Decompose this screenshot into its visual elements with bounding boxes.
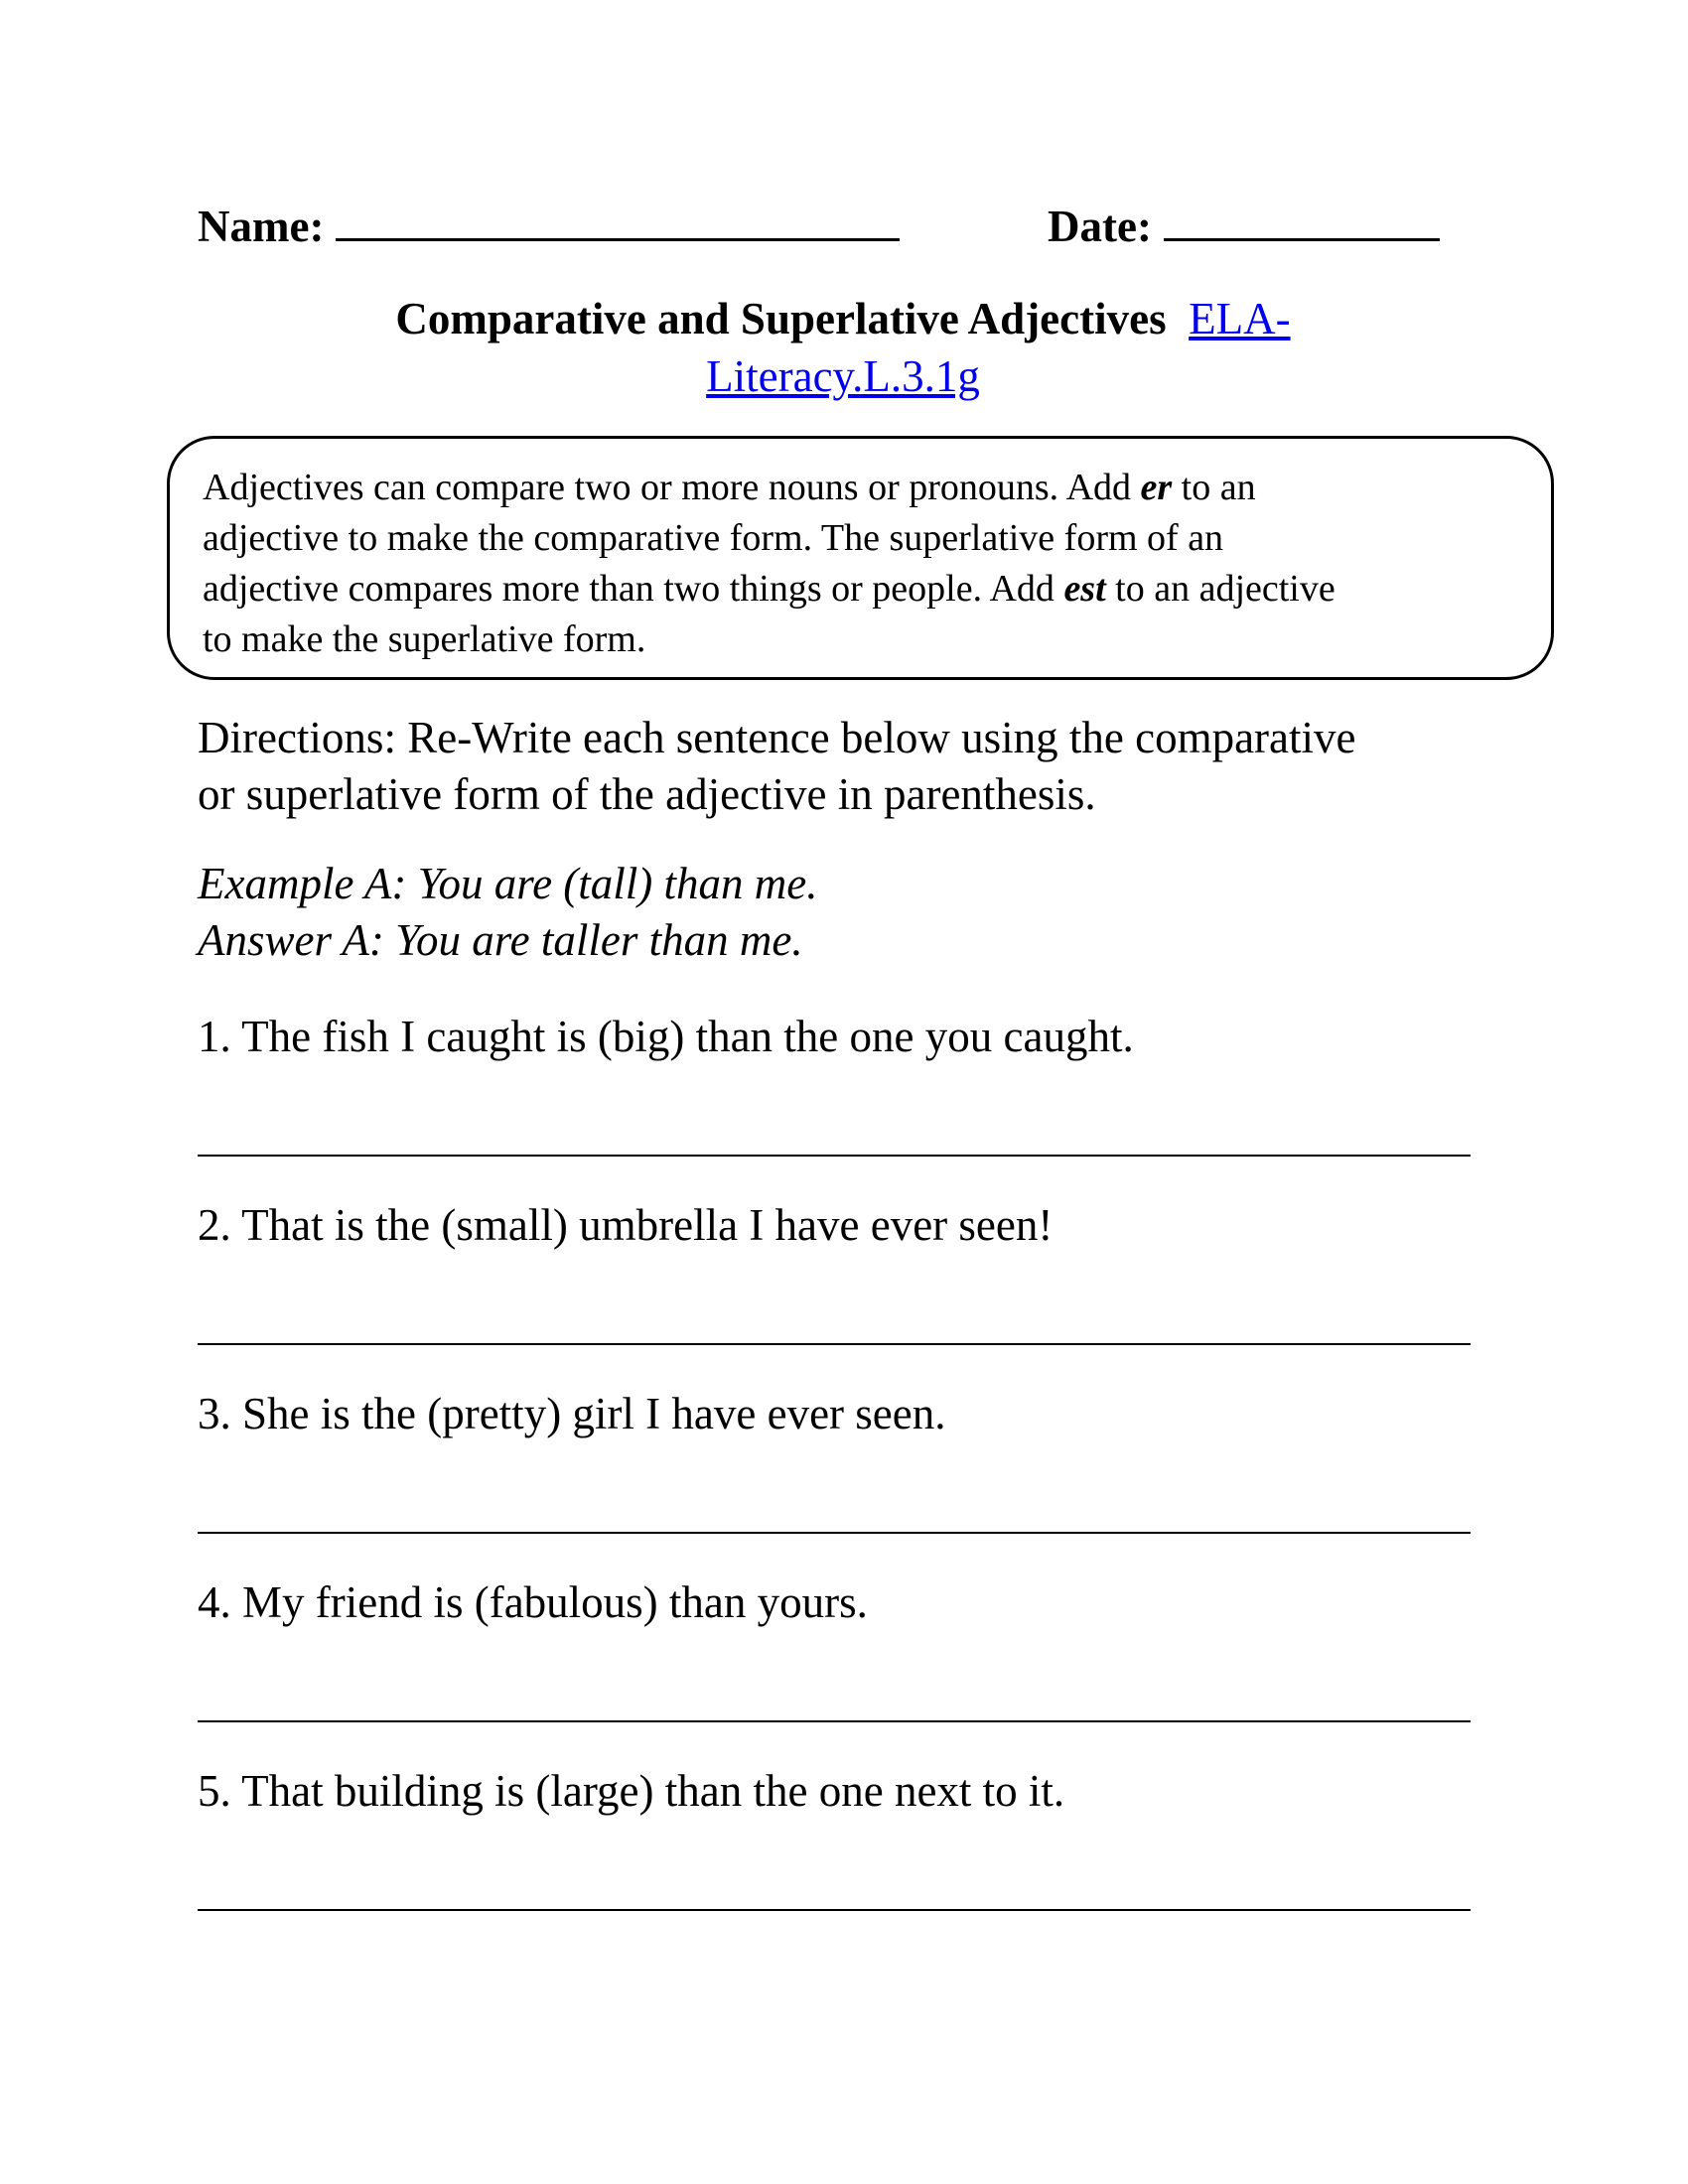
answer-line-1[interactable] [198,1155,1471,1157]
date-label: Date: [1048,202,1152,251]
standard-link-continued[interactable]: Literacy.L.3.1g [706,351,980,401]
question-1: 1. The fish I caught is (big) than the one you caught. [198,1012,1134,1061]
question-4: 4. My friend is (fabulous) than yours. [198,1577,868,1627]
name-label: Name: [198,202,325,251]
date-blank-line[interactable] [1164,201,1440,241]
rule-line-3 [203,564,1521,614]
rule-box [167,436,1554,680]
example-answer: Answer A: You are taller than me. [198,915,803,965]
rule-line-2: adjective to make the comparative form. The superlative form of an [203,517,1224,559]
rule-text: to an [1172,467,1256,508]
name-field [198,197,900,256]
directions [198,710,1538,823]
rule-line-4: to make the superlative form. [203,618,646,660]
rule-text: to an adjective [1105,568,1336,610]
rule-line-1 [203,463,1521,513]
example-question: Example A: You are (tall) than me. [198,859,818,908]
question-2: 2. That is the (small) umbrella I have ever seen! [198,1200,1054,1250]
answer-line-4[interactable] [198,1720,1471,1722]
worksheet-title [198,290,1488,405]
answer-line-3[interactable] [198,1532,1471,1534]
standard-link[interactable]: ELA- [1189,294,1291,343]
directions-line-2: or superlative form of the adjective in parenthesis. [198,769,1096,819]
question-3: 3. She is the (pretty) girl I have ever seen. [198,1389,946,1438]
directions-line-1: Directions: Re-Write each sentence below using the comparative [198,713,1356,762]
page-title: Comparative and Superlative Adjectives [395,294,1167,343]
question-5: 5. That building is (large) than the one next to it. [198,1766,1065,1816]
date-field [1048,197,1440,256]
example [198,856,1538,969]
name-blank-line[interactable] [336,201,900,241]
rule-text: adjective compares more than two things or people. Add [203,568,1064,610]
answer-line-2[interactable] [198,1343,1471,1345]
rule-text: Adjectives can compare two or more nouns or pronouns. Add [203,467,1141,508]
er-suffix: er [1140,467,1173,508]
est-suffix: est [1063,568,1106,610]
answer-line-5[interactable] [198,1909,1471,1911]
